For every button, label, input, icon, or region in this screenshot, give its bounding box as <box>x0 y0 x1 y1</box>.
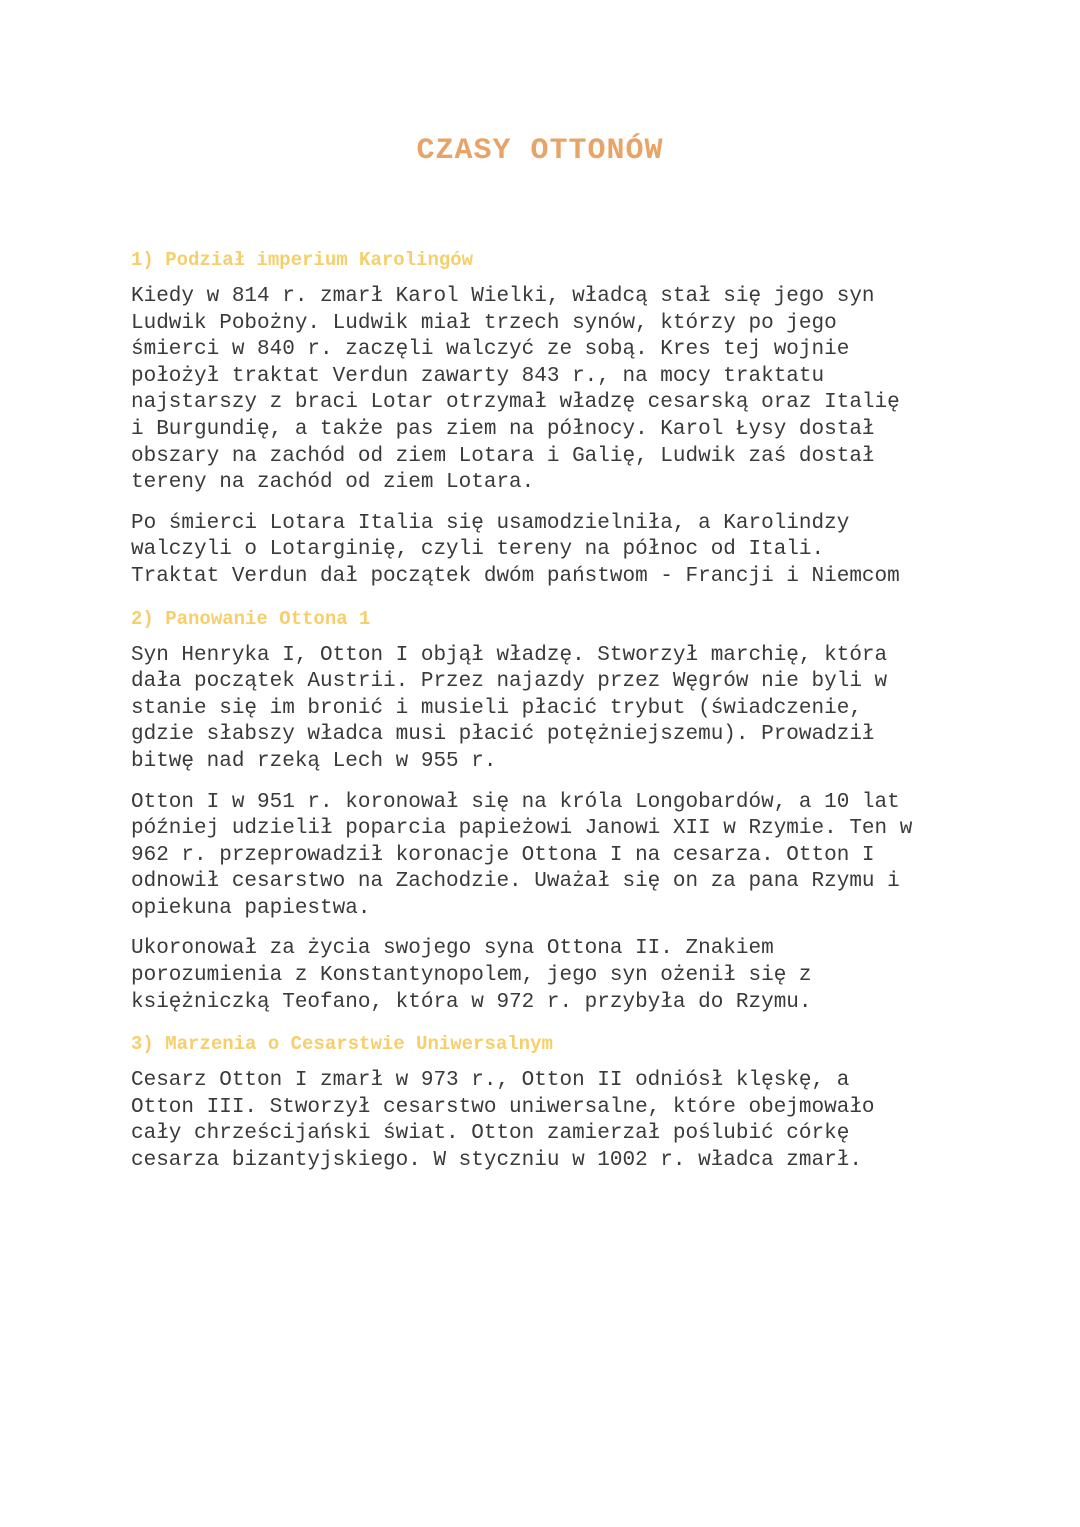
paragraph: Otton I w 951 r. koronował się na króla Longobardów, a 10 lat później udzielił poparcia papieżowi Janowi XII w Rzymie. Ten w 962 r. przeprowadził koronacje Ottona I na cesarza. Otton I odnowił cesarstwo na Zachodzie. Uważał się on za pana Rzymu i opiekuna papiestwa. <box>131 790 913 920</box>
paragraph: Syn Henryka I, Otton I objął władzę. Stworzył marchię, która dała początek Austrii. Przez najazdy przez Węgrów nie byli w stanie się im bronić i musieli płacić trybut (świadczenie, gdzie słabszy władca musi płacić potężniejszemu). Prowadził bitwę nad rzeką Lech w 955 r. <box>131 643 888 773</box>
paragraph: Po śmierci Lotara Italia się usamodzielniła, a Karolindzy walczyli o Lotarginię, czyli tereny na północ od Itali. Traktat Verdun dał początek dwóm państwom - Francji i Niemcom <box>131 511 900 588</box>
section-panowanie-ottona <box>131 605 971 1017</box>
section-cesarstwo-uniwersalne <box>131 1030 971 1174</box>
section-heading: 1) Podział imperium Karolingów <box>131 249 474 271</box>
paragraph: Cesarz Otton I zmarł w 973 r., Otton II odniósł klęskę, a Otton III. Stworzył cesarstwo uniwersalne, które obejmowało cały chrześcijański świat. Otton zamierzał poślubić córkę cesarza bizantyjskiego. W styczniu w 1002 r. władca zmarł. <box>131 1069 875 1173</box>
paragraph: Kiedy w 814 r. zmarł Karol Wielki, władcą stał się jego syn Ludwik Pobożny. Ludwik miał trzech synów, którzy po jego śmierci w 840 r. zaczęli walczyć ze sobą. Kres tej wojnie położył traktat Verdun zawarty 843 r., na mocy traktatu najstarszy z braci Lotar otrzymał władzę cesarską oraz Italię i Burgundię, a także pas ziem na północy. Karol Łysy dostał obszary na zachód od ziem Lotara i Galię, Ludwik zaś dostał tereny na zachód od ziem Lotara. <box>131 285 900 495</box>
document-body <box>131 246 971 1189</box>
paragraph: Ukoronował za życia swojego syna Ottona II. Znakiem porozumienia z Konstantynopolem, jego syn ożenił się z księżniczką Teofano, która w 972 r. przybyła do Rzymu. <box>131 937 812 1014</box>
document-title: CZASY OTTONÓW <box>416 134 664 168</box>
section-podzial-imperium <box>131 246 971 591</box>
section-heading: 2) Panowanie Ottona 1 <box>131 607 371 630</box>
section-heading: 3) Marzenia o Cesarstwie Uniwersalnym <box>131 1033 553 1056</box>
